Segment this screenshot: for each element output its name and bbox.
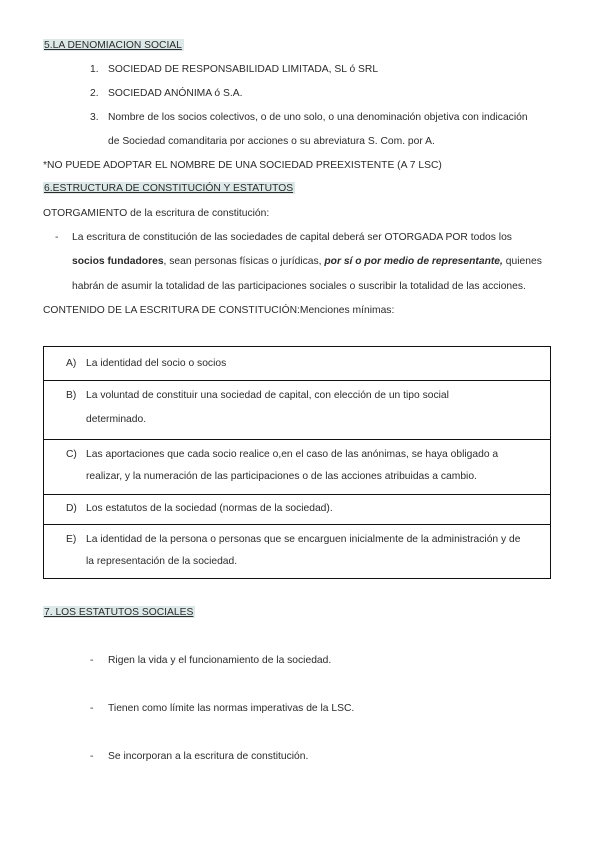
row-text: la representación de la sociedad. bbox=[86, 556, 238, 567]
row-text: La identidad del socio o socios bbox=[86, 358, 227, 369]
otorgamiento-text: OTORGAMIENTO de la escritura de constitución: bbox=[43, 208, 270, 219]
table-row bbox=[44, 381, 551, 440]
row-text: La identidad de la persona o personas que se encarguen inicialmente de la administración y de bbox=[86, 534, 521, 545]
contenido-text: CONTENIDO DE LA ESCRITURA DE CONSTITUCIÓN:Menciones mínimas: bbox=[43, 305, 395, 316]
list-item: Se incorporan a la escritura de constitución. bbox=[108, 751, 309, 762]
bullet-dash: - bbox=[90, 751, 94, 762]
row-text: Las aportaciones que cada socio realice o,en el caso de las anónimas, se haya obligado a bbox=[86, 449, 499, 460]
table-row bbox=[44, 495, 551, 525]
bullet-line: La escritura de constitución de las sociedades de capital deberá ser OTORGADA POR todos los bbox=[72, 232, 512, 243]
section-6-heading: 6.ESTRUCTURA DE CONSTITUCIÓN Y ESTATUTOS bbox=[44, 183, 294, 194]
row-text: determinado. bbox=[86, 414, 147, 425]
bullet-dash: - bbox=[90, 655, 94, 666]
row-label: C) bbox=[66, 449, 77, 460]
list-item: 2. SOCIEDAD ANÓNIMA ó S.A. bbox=[90, 88, 243, 99]
bullet-dash: - bbox=[90, 703, 94, 714]
table-row bbox=[44, 440, 551, 495]
row-text: La voluntad de constituir una sociedad de capital, con elección de un tipo social bbox=[86, 390, 449, 401]
list-item: 3. Nombre de los socios colectivos, o de uno solo, o una denominación objetiva con indicación bbox=[90, 112, 528, 123]
list-item: Rigen la vida y el funcionamiento de la sociedad. bbox=[108, 655, 332, 666]
row-label: B) bbox=[66, 390, 77, 401]
row-label: A) bbox=[66, 358, 77, 369]
row-label: D) bbox=[66, 503, 77, 514]
section-7-heading: 7. LOS ESTATUTOS SOCIALES bbox=[44, 607, 194, 618]
row-text: realizar, y la numeración de las participaciones o de las acciones atribuidas a cambio. bbox=[86, 471, 477, 482]
bullet-dash: - bbox=[55, 232, 59, 243]
row-text: Los estatutos de la sociedad (normas de la sociedad). bbox=[86, 503, 333, 514]
table-row bbox=[44, 347, 551, 381]
menciones-table bbox=[43, 346, 551, 579]
note-text: *NO PUEDE ADOPTAR EL NOMBRE DE UNA SOCIEDAD PREEXISTENTE (A 7 LSC) bbox=[43, 160, 442, 171]
table-row bbox=[44, 525, 551, 579]
list-item-continuation: de Sociedad comanditaria por acciones o su abreviatura S. Com. por A. bbox=[108, 136, 435, 147]
section-5-heading: 5.LA DENOMIACION SOCIAL bbox=[44, 40, 182, 51]
bullet-line: socios fundadores, sean personas físicas o jurídicas, por sí o por medio de representante, quienes bbox=[72, 256, 542, 267]
list-item: Tienen como límite las normas imperativas de la LSC. bbox=[108, 703, 355, 714]
bullet-line: habrán de asumir la totalidad de las participaciones sociales o suscribir la totalidad de las acciones. bbox=[72, 281, 526, 292]
row-label: E) bbox=[66, 534, 77, 545]
list-item: 1. SOCIEDAD DE RESPONSABILIDAD LIMITADA, SL ó SRL bbox=[90, 64, 379, 75]
